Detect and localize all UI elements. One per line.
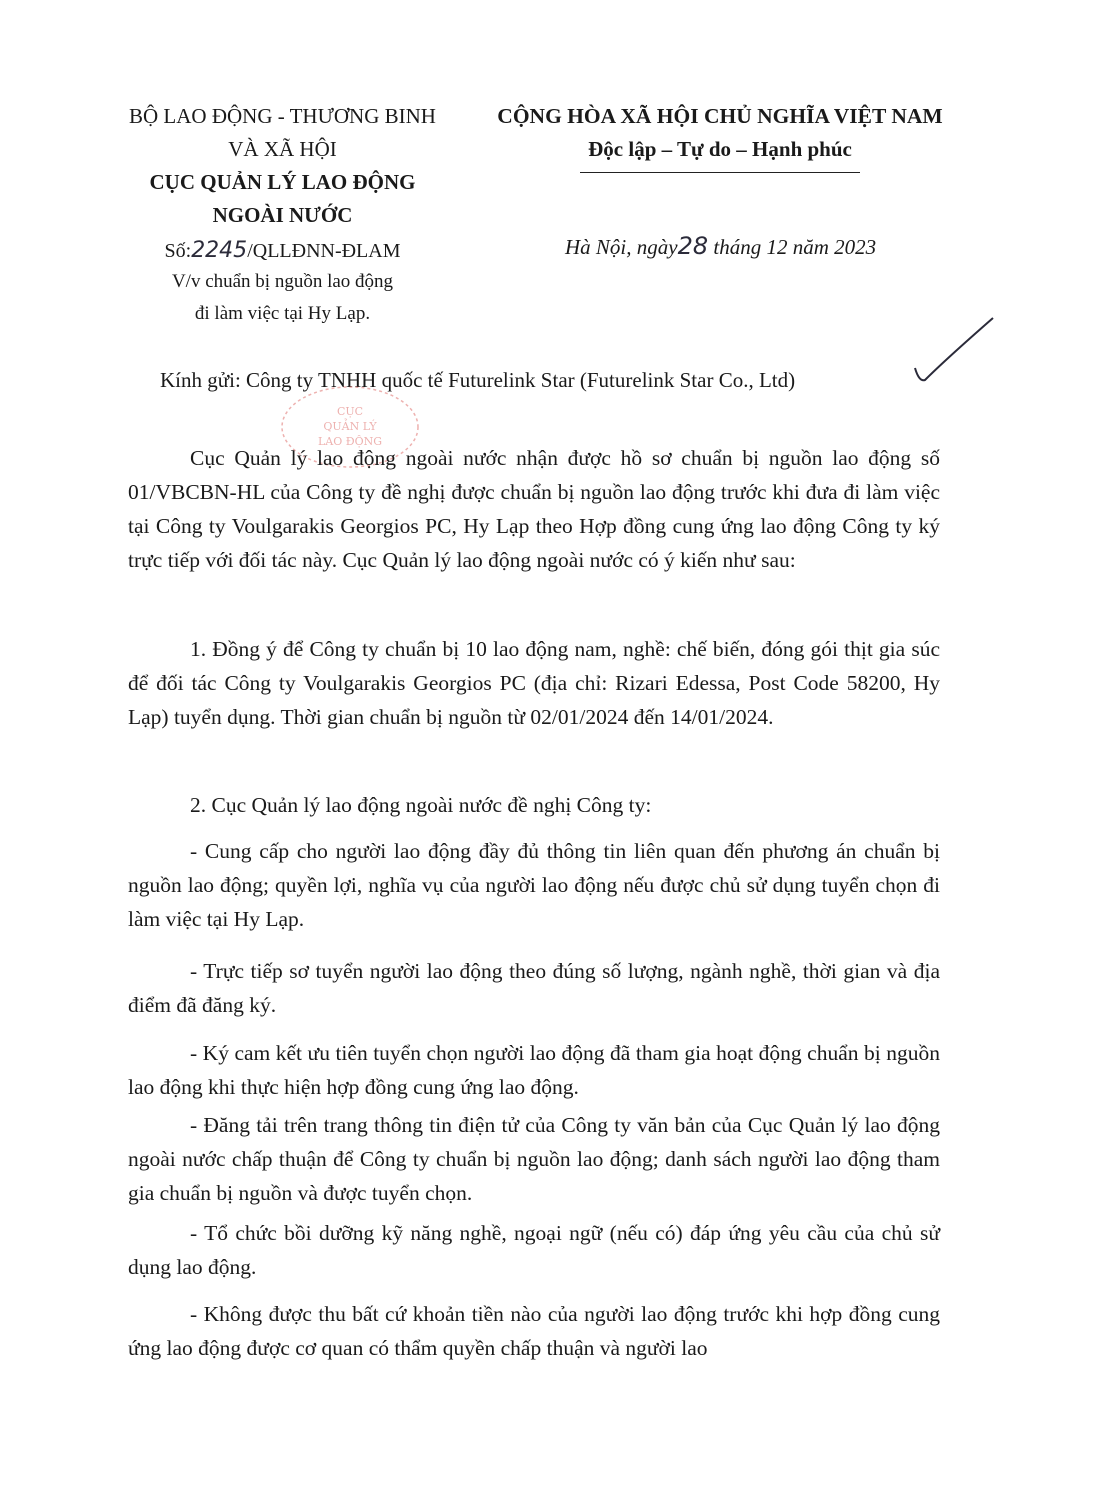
department-line-1: CỤC QUẢN LÝ LAO ĐỘNG: [149, 170, 416, 194]
bullet-item: - Đăng tải trên trang thông tin điện tử của Công ty văn bản của Cục Quản lý lao động ngoài nước chấp thuận để Công ty chuẩn bị nguồn lao động; danh sách người lao động tham gia chuẩn bị nguồn và được tuyển chọn.: [128, 1113, 940, 1205]
svg-text:LAO ĐỘNG: LAO ĐỘNG: [317, 435, 383, 448]
bullet-item: - Trực tiếp sơ tuyển người lao động theo đúng số lượng, ngành nghề, thời gian và địa điểm đã đăng ký.: [128, 959, 940, 1017]
national-motto: Độc lập – Tự do – Hạnh phúc: [588, 137, 852, 161]
date-suffix: tháng 12 năm 2023: [713, 235, 877, 259]
recipient-line: Kính gửi: Công ty TNHH quốc tế Futurelink Star (Futurelink Star Co., Ltd): [160, 368, 796, 392]
handwritten-day: 28: [677, 232, 709, 260]
department-line-2: NGOÀI NƯỚC: [212, 203, 353, 227]
ministry-line-1: BỘ LAO ĐỘNG - THƯƠNG BINH: [129, 104, 436, 128]
bullet-item: - Ký cam kết ưu tiên tuyển chọn người lao động đã tham gia hoạt động chuẩn bị nguồn lao động khi thực hiện hợp đồng cung ứng lao động.: [128, 1041, 940, 1099]
bullet-item: - Không được thu bất cứ khoản tiền nào của người lao động trước khi hợp đồng cung ứng lao động được cơ quan có thẩm quyền chấp thuận và người lao: [128, 1302, 940, 1360]
subject-line-1: V/v chuẩn bị nguồn lao động: [171, 271, 394, 292]
date-prefix: Hà Nội, ngày: [565, 235, 678, 259]
svg-text:CỤC: CỤC: [336, 405, 364, 418]
checkmark-icon: [905, 310, 1000, 390]
item-2-paragraph: 2. Cục Quản lý lao động ngoài nước đề nghị Công ty:: [190, 793, 652, 817]
republic-title: CỘNG HÒA XÃ HỘI CHỦ NGHĨA VIỆT NAM: [497, 104, 943, 128]
national-header: [480, 100, 960, 173]
number-prefix: Số:: [164, 240, 192, 262]
item-1-paragraph: 1. Đồng ý để Công ty chuẩn bị 10 lao động nam, nghề: chế biến, đóng gói thịt gia súc để đối tác Công ty Voulgarakis Georgios PC (địa chỉ: Rizari Edessa, Post Code 58200, Hy Lạp) tuyển dụng. Thời gian chuẩn bị nguồn từ 02/01/2024 đến 14/01/2024.: [128, 637, 940, 729]
ministry-line-2: VÀ XÃ HỘI: [228, 137, 337, 161]
document-number: [110, 236, 455, 266]
svg-text:QUẢN LÝ: QUẢN LÝ: [323, 420, 377, 433]
issue-date: [565, 232, 876, 260]
handwritten-number: 2245: [191, 238, 248, 263]
issuer-block: [110, 100, 455, 330]
bullet-item: - Tổ chức bồi dưỡng kỹ năng nghề, ngoại ngữ (nếu có) đáp ứng yêu cầu của chủ sử dụng lao động.: [128, 1221, 940, 1279]
subject-line-2: đi làm việc tại Hy Lạp.: [194, 303, 371, 324]
intro-paragraph: Cục Quản lý lao động ngoài nước nhận được hồ sơ chuẩn bị nguồn lao động số 01/VBCBN-HL của Công ty đề nghị được chuẩn bị nguồn lao động trước khi đưa đi làm việc tại Công ty Voulgarakis Georgios PC, Hy Lạp theo Hợp đồng cung ứng lao động Công ty ký trực tiếp với đối tác này. Cục Quản lý lao động ngoài nước có ý kiến như sau:: [128, 446, 940, 572]
motto-underline: [580, 172, 860, 173]
number-suffix: /QLLĐNN-ĐLAM: [247, 240, 401, 262]
bullet-item: - Cung cấp cho người lao động đầy đủ thông tin liên quan đến phương án chuẩn bị nguồn lao động; quyền lợi, nghĩa vụ của người lao động nếu được chủ sử dụng tuyển chọn đi làm việc tại Hy Lạp.: [128, 839, 940, 931]
